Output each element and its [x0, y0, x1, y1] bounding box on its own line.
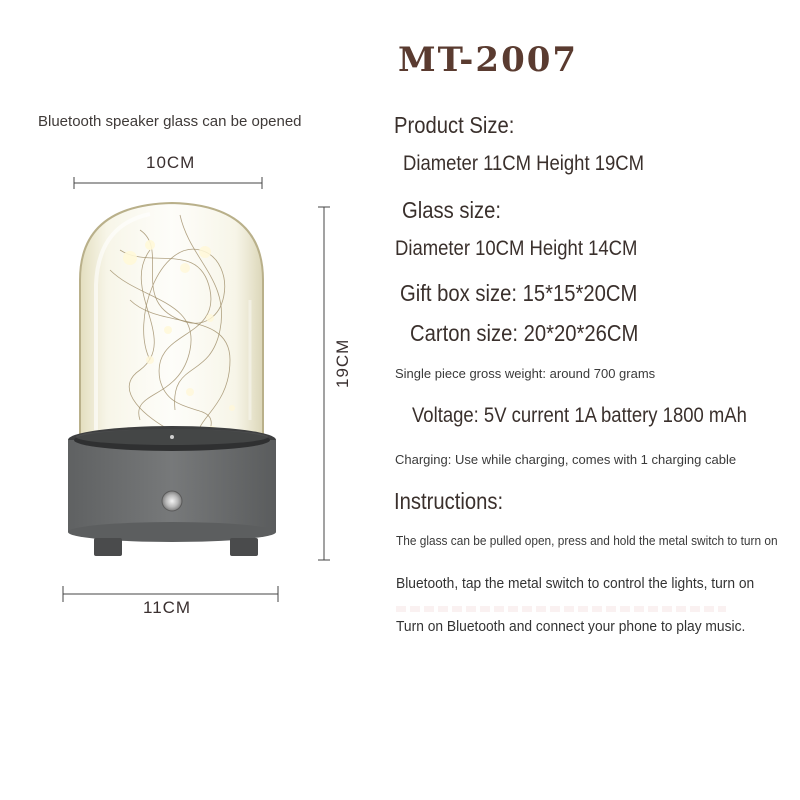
- instruction-line-1: The glass can be pulled open, press and hold the metal switch to turn on: [396, 534, 778, 548]
- instruction-line-2: Bluetooth, tap the metal switch to control the lights, turn on: [396, 575, 755, 592]
- voltage-spec: Voltage: 5V current 1A battery 1800 mAh: [412, 404, 747, 427]
- bottom-width-label: 11CM: [143, 598, 192, 617]
- glass-size-label: Glass size:: [402, 197, 501, 223]
- glass-dome: [80, 203, 263, 440]
- carton-size: Carton size: 20*20*26CM: [410, 320, 639, 346]
- metal-switch-button: [162, 491, 182, 511]
- product-caption: Bluetooth speaker glass can be opened: [38, 113, 302, 130]
- instruction-line-3: Turn on Bluetooth and connect your phone to play music.: [396, 618, 746, 635]
- glass-size-value: Diameter 10CM Height 14CM: [395, 237, 638, 260]
- product-title: MT-2007: [398, 40, 579, 80]
- charging-spec: Charging: Use while charging, comes with 1 charging cable: [395, 452, 737, 467]
- height-label: 19CM: [333, 338, 352, 388]
- height-dimension-line: [318, 207, 330, 560]
- product-size-label: Product Size:: [394, 112, 515, 138]
- gift-box-size: Gift box size: 15*15*20CM: [400, 280, 638, 306]
- product-illustration: [0, 0, 390, 660]
- instructions-label: Instructions:: [394, 488, 504, 514]
- top-width-dimension-line: [74, 177, 262, 189]
- product-size-value: Diameter 11CM Height 19CM: [403, 152, 645, 175]
- faint-text-artifact: [396, 606, 726, 612]
- gross-weight: Single piece gross weight: around 700 grams: [395, 366, 656, 381]
- top-width-label: 10CM: [146, 153, 196, 172]
